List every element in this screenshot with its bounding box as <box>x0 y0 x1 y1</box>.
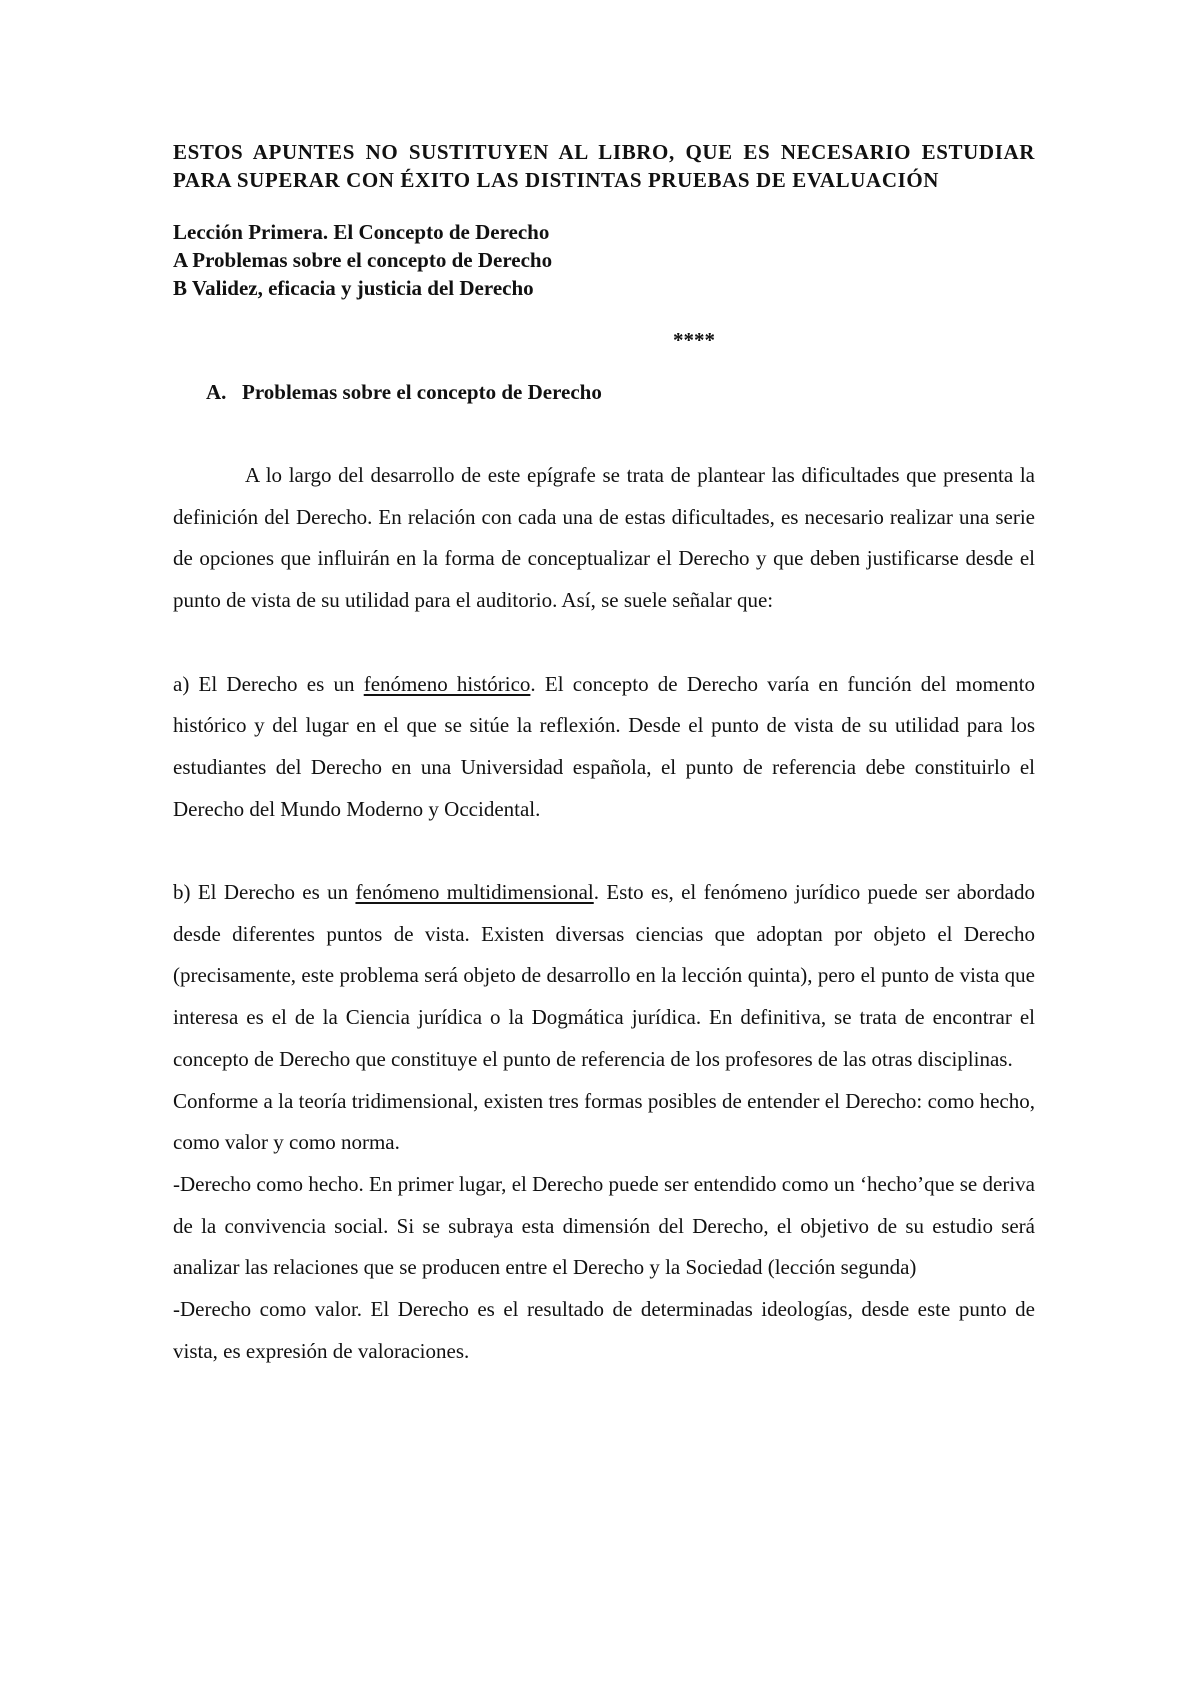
point-b-paragraph <box>173 872 1035 1081</box>
notice-heading: ESTOS APUNTES NO SUSTITUYEN AL LIBRO, QUE ES NECESARIO ESTUDIAR PARA SUPERAR CON ÉXITO LAS DISTINTAS PRUEBAS DE EVALUACIÓN <box>173 140 1035 192</box>
point-a-prefix: a) El Derecho es un <box>173 671 364 696</box>
document-page <box>173 138 1035 1372</box>
intro-paragraph: A lo largo del desarrollo de este epígrafe se trata de plantear las dificultades que presenta la definición del Derecho. En relación con cada una de estas dificultades, es necesario realizar una serie de opciones que influirán en la forma de conceptualizar el Derecho y que deben justificarse desde el punto de vista de su utilidad para el auditorio. Así, se suele señalar que: <box>173 463 1035 613</box>
tridimensional-paragraph: Conforme a la teoría tridimensional, existen tres formas posibles de entender el Derecho: como hecho, como valor y como norma. <box>173 1088 1035 1155</box>
point-b-text: . Esto es, el fenómeno jurídico puede ser abordado desde diferentes puntos de vista. Existen diversas ciencias que adoptan por objeto el Derecho (precisamente, este problema será objeto de desarrollo en la lección quinta), pero el punto de vista que interesa es el de la Ciencia jurídica o la Dogmática jurídica. En definitiva, se trata de encontrar el concepto de Derecho que constituye el punto de referencia de los profesores de las otras disciplinas. <box>173 880 1035 1071</box>
section-heading <box>206 378 1035 406</box>
lesson-title: Lección Primera. El Concepto de Derecho <box>173 220 550 244</box>
point-a-paragraph <box>173 664 1035 831</box>
lesson-header <box>173 218 1035 302</box>
lesson-item: B Validez, eficacia y justicia del Derecho <box>173 276 534 300</box>
section-letter: A. <box>206 380 227 404</box>
point-a-text: . El concepto de Derecho varía en función del momento histórico y del lugar en el que se sitúe la reflexión. Desde el punto de vista de su utilidad para los estudiantes del Derecho en una Universidad española, el punto de referencia debe constituirlo el Derecho del Mundo Moderno y Occidental. <box>173 671 1035 821</box>
separator: **** <box>673 328 715 352</box>
point-a-term: fenómeno histórico <box>363 671 531 696</box>
section-title: Problemas sobre el concepto de Derecho <box>242 380 602 404</box>
law-as-value-paragraph: -Derecho como valor. El Derecho es el resultado de determinadas ideologías, desde este punto de vista, es expresión de valoraciones. <box>173 1297 1035 1363</box>
point-b-prefix: b) El Derecho es un <box>173 880 356 904</box>
law-as-fact-paragraph: -Derecho como hecho. En primer lugar, el Derecho puede ser entendido como un ‘hecho’que se deriva de la convivencia social. Si se subraya esta dimensión del Derecho, el objetivo de su estudio será analizar las relaciones que se producen entre el Derecho y la Sociedad (lección segunda) <box>173 1171 1035 1280</box>
point-b-term: fenómeno multidimensional <box>355 880 594 904</box>
lesson-item: A Problemas sobre el concepto de Derecho <box>173 248 553 272</box>
